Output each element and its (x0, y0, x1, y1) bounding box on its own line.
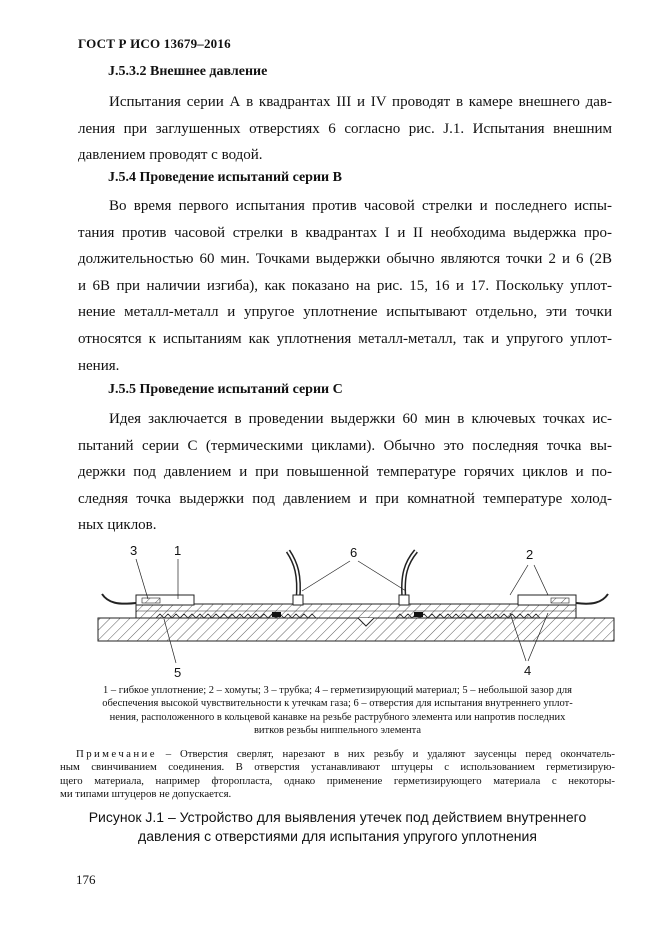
text-line: следняя точка выдержки под давлением и при комнатной температуре холод- (78, 490, 612, 507)
legend-line: 1 – гибкое уплотнение; 2 – хомуты; 3 – трубка; 4 – герметизирующий материал; 5 – небольшой зазор для (103, 685, 572, 696)
paragraph-series-b (78, 193, 612, 379)
text-line: давлением проводят с водой. (78, 147, 263, 164)
legend-line: витков резьбы ниппельного элемента (253, 725, 422, 737)
section-heading-external-pressure: J.5.3.2 Внешнее давление (108, 64, 268, 79)
pin-pipe-wall (98, 618, 614, 641)
callout-5: 5 (174, 665, 182, 680)
note-line: ми типами штуцеров не допускается. (60, 787, 232, 800)
note-line (60, 748, 615, 761)
seal-ring (272, 612, 281, 617)
note-text: – Отверстия сверлят, нарезают в них резьбу и удаляют заусенцы перед окончатель- (165, 748, 616, 760)
figure-legend (60, 684, 615, 738)
text-line: пытаний серии С (термическими циклами). Обычно это последняя точка вы- (78, 437, 612, 454)
leak-test-device-drawing (96, 543, 616, 685)
section-heading-series-c: J.5.5 Проведение испытаний серии С (108, 382, 343, 397)
figure-title-line: давления с отверстиями для испытания упругого уплотнения (138, 828, 537, 844)
document-header: ГОСТ Р ИСО 13679–2016 (78, 36, 231, 51)
text-line: держки под давлением и при повышенной температуре горячих циклов и по- (78, 464, 612, 481)
text-line: должительностью 60 мин. Точками выдержки обычно являются точки 2 и 6 (2В (78, 251, 612, 268)
callout-3: 3 (130, 543, 138, 558)
note-line: ным свинчиванием соединения. В отверстия устанавливают штуцеры с использованием герметизирую- (60, 761, 615, 774)
text-line: Во время первого испытания против часовой стрелки и последнего испы- (109, 198, 612, 214)
text-line: ных циклов. (78, 517, 157, 534)
text-line: относятся к испытаниям как уплотнения металл-металл, так и упругого уплот- (78, 330, 612, 347)
note-line: щего материала, например фторопласта, однако применение герметизирующего материала с некоторы- (60, 774, 615, 787)
callout-1: 1 (174, 543, 182, 558)
note-label: Примечание (76, 748, 157, 760)
text-line: и 6В при наличии изгиба), как показано на рис. 15, 16 и 17. Поскольку уплот- (78, 277, 612, 294)
callout-6: 6 (350, 545, 358, 560)
paragraph-series-c (78, 406, 612, 539)
text-line: нения. (78, 357, 120, 374)
page-number: 176 (76, 872, 96, 887)
callout-2: 2 (526, 547, 534, 562)
figure-title (60, 808, 615, 846)
paragraph-external-pressure (78, 89, 612, 169)
figure-note (60, 748, 615, 801)
text-line: Идея заключается в проведении выдержки 60 мин в ключевых точках ис- (109, 411, 612, 427)
right-tube (576, 594, 608, 604)
seal-ring (414, 612, 423, 617)
test-port-fitting (293, 595, 303, 605)
callout-4: 4 (524, 663, 532, 678)
legend-line: нения, расположенного в кольцевой канавке на резьбе раструбного элемента или напротив последних (109, 711, 566, 723)
text-line: Испытания серии А в квадрантах III и IV проводят в камере внешнего дав- (109, 94, 612, 110)
left-tube (102, 594, 136, 604)
text-line: тания против часовой стрелки в квадрантах I и II необходима выдержка про- (78, 224, 612, 241)
figure-title-line: Рисунок J.1 – Устройство для выявления утечек под действием внутреннего (88, 809, 587, 825)
text-line: ления при заглушенных отверстиях 6 согласно рис. J.1. Испытания внешним (78, 120, 612, 137)
legend-line: обеспечения высокой чувствительности к утечкам газа; 6 – отверстия для испытания внутреннего уплот- (102, 698, 573, 710)
text-line: нение металл-металл и упругое уплотнение испытывают отдельно, эти точки (78, 304, 612, 321)
test-port-fitting (399, 595, 409, 605)
section-heading-series-b: J.5.4 Проведение испытаний серии В (108, 170, 342, 185)
